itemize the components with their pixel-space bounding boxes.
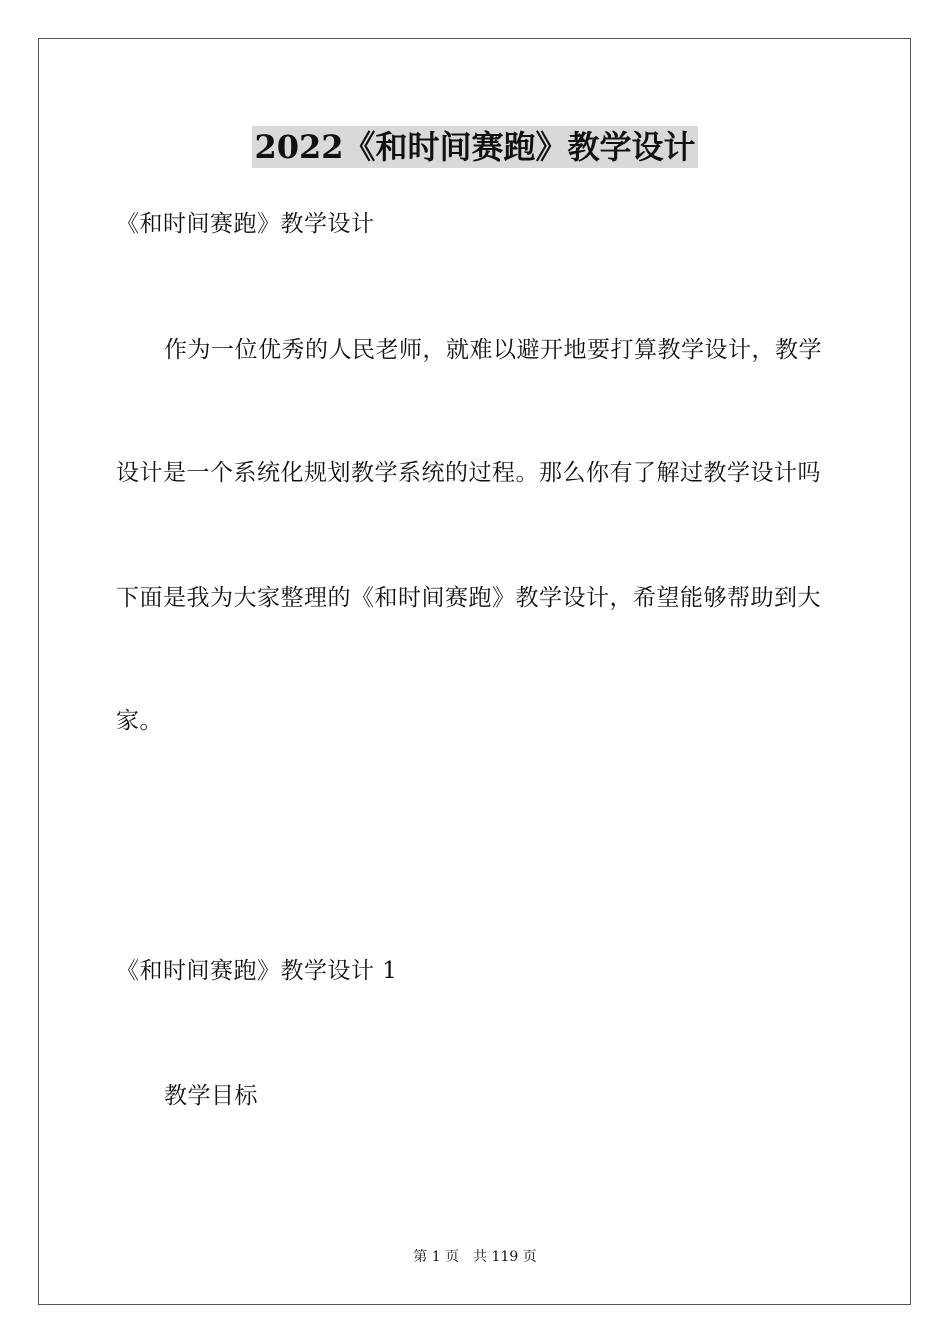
document-title: 2022《和时间赛跑》教学设计 xyxy=(254,128,696,166)
document-subtitle: 《和时间赛跑》教学设计 xyxy=(116,211,375,237)
intro-line-4: 家。 xyxy=(116,708,163,734)
intro-line-3: 下面是我为大家整理的《和时间赛跑》教学设计，希望能够帮助到大 xyxy=(116,585,821,611)
page-footer: 第 1 页 共 119 页 xyxy=(413,1249,537,1265)
section-heading: 《和时间赛跑》教学设计 1 xyxy=(116,958,398,984)
intro-line-2: 设计是一个系统化规划教学系统的过程。那么你有了解过教学设计吗 xyxy=(116,460,821,486)
subsection-heading: 教学目标 xyxy=(164,1083,258,1109)
title-container xyxy=(0,126,950,168)
intro-line-1: 作为一位优秀的人民老师，就难以避开地要打算教学设计，教学 xyxy=(164,337,822,363)
